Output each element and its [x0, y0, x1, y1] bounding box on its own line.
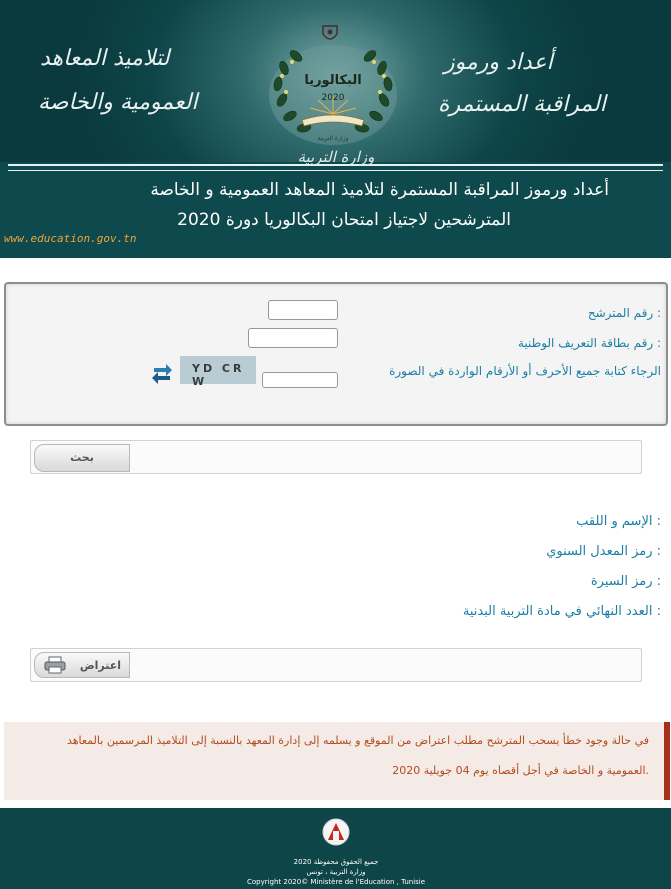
captcha-image: [180, 356, 256, 388]
page-title-line1: أعداد ورموز المراقبة المستمرة لتلاميذ المعاهد العمومية و الخاصة: [150, 180, 609, 200]
id-card-label: رقم بطاقة التعريف الوطنية :: [517, 336, 661, 350]
site-header: [0, 0, 671, 258]
website-link[interactable]: www.education.gov.tn: [4, 232, 137, 245]
name-label: الإسم و اللقب :: [576, 514, 661, 529]
printer-icon: [44, 656, 66, 674]
id-card-input[interactable]: [248, 328, 338, 348]
ministry-logo-icon: [322, 818, 350, 848]
captcha-instruction-label: الرجاء كتابة جميع الأحرف أو الأرقام الواردة في الصورة: [389, 364, 661, 378]
notice-line1: في حالة وجود خطأ يسحب المترشح مطلب اعتراض من الموقع و يسلمه إلى إدارة المعهد بالنسبة إلى التلاميذ المرسمين بالمعاهد: [66, 734, 649, 747]
logo-subtitle: وزارة التربية: [317, 135, 349, 142]
baccalaureate-logo: [262, 40, 404, 150]
pe-grade-label: العدد النهائي في مادة التربية البدنية :: [462, 604, 661, 619]
header-right-line2: المراقبة المستمرة: [438, 92, 606, 117]
header-divider-thin: [8, 170, 663, 171]
footer-copyright: Copyright 2020© Ministère de l'Education , Tunisie: [246, 878, 426, 886]
footer-ministry: وزارة التربية ، تونس: [306, 868, 366, 876]
notice-line2: العمومية و الخاصة في أجل أقصاه يوم 04 جويلية 2020.: [392, 764, 649, 777]
candidate-number-label: رقم المترشح :: [587, 306, 661, 320]
header-right-line1: أعداد ورموز: [444, 50, 553, 75]
objection-button-label: اعتراض: [79, 659, 121, 672]
captcha-input[interactable]: [262, 372, 338, 388]
footer-rights: جميع الحقوق محفوظة 2020: [293, 858, 379, 866]
site-footer: [0, 808, 671, 889]
emblem-icon: [320, 22, 340, 44]
ministry-label: وزارة التربية: [297, 148, 375, 166]
header-left-line2: العمومية والخاصة: [38, 90, 198, 115]
search-button[interactable]: بحث: [34, 444, 130, 472]
page-title-line2: المترشحين لاجتياز امتحان البكالوريا دورة 2020: [177, 210, 511, 230]
logo-year: 2020: [321, 93, 345, 103]
logo-title: البكالوريا: [304, 73, 362, 88]
annual-average-code-label: رمز المعدل السنوي :: [546, 544, 661, 559]
conduct-code-label: رمز السيرة :: [590, 574, 661, 589]
candidate-number-input[interactable]: [268, 300, 338, 320]
header-left-line1: لتلاميذ المعاهد: [40, 46, 170, 71]
captcha-text: YD CR W: [192, 362, 245, 388]
refresh-captcha-icon[interactable]: [150, 360, 174, 384]
